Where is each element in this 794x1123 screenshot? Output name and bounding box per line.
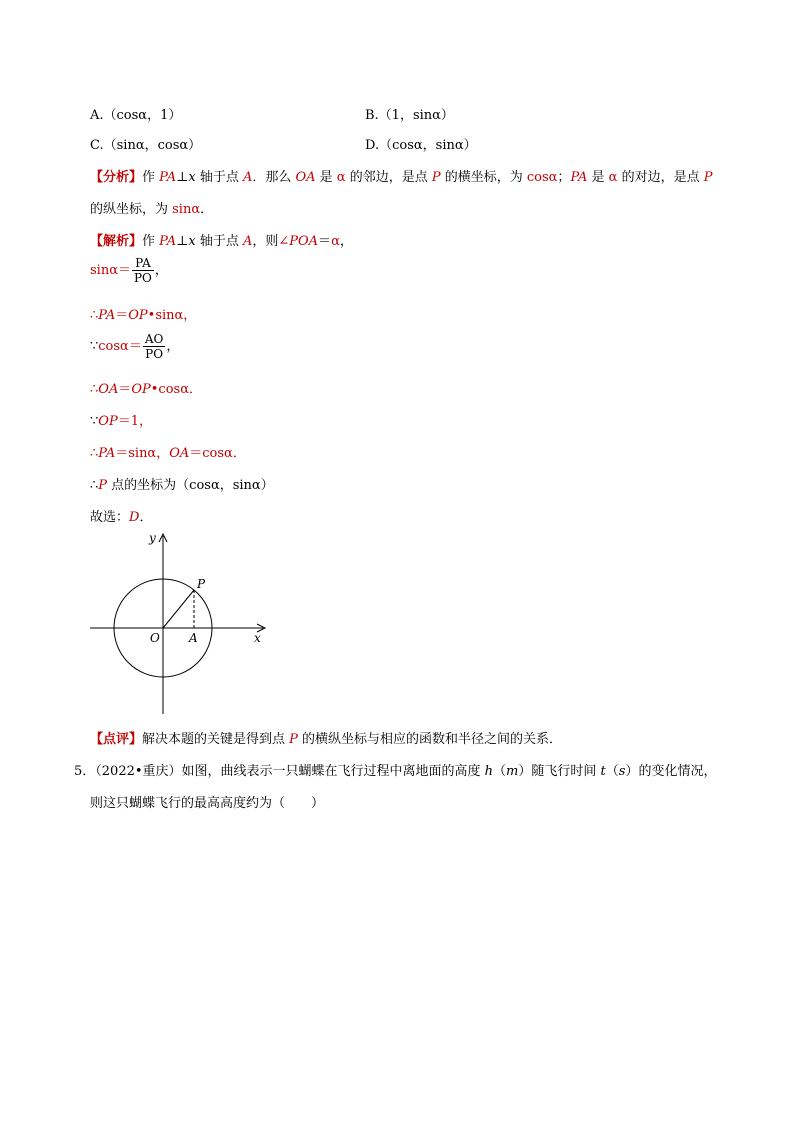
solution-line-8: ∴P 点的坐标为（cosα，sinα） [90, 478, 274, 493]
y-axis-label: y [149, 531, 156, 545]
option-d: D.（cosα，sinα） [365, 138, 477, 153]
option-b: B.（1，sinα） [365, 108, 454, 123]
question-5-line-2: 则这只蝴蝶飞行的最高高度约为（ ） [90, 796, 325, 811]
point-a-label: A [189, 631, 198, 645]
origin-label: O [150, 631, 160, 645]
x-axis-label: x [254, 631, 261, 645]
option-a: A.（cosα，1） [90, 108, 182, 123]
question-5-line-1: 5．（2022•重庆）如图，曲线表示一只蝴蝶在飞行过程中离地面的高度 h（m）随飞行时间 t（s）的变化情况， [74, 764, 717, 779]
comment-line: 【点评】解决本题的关键是得到点 P 的横纵坐标与相应的函数和半径之间的关系． [90, 732, 563, 747]
option-c: C.（sinα，cosα） [90, 138, 202, 153]
solution-sin-line: sinα＝ $\frac{PA}{PO}$ ， [90, 256, 168, 285]
point-p-label: P [197, 577, 206, 591]
analysis-line-1: 【分析】作 PA⊥x 轴于点 A．那么 OA 是 α 的邻边，是点 P 的横坐标，为 cosα；PA 是 α 的对边，是点 P [90, 170, 713, 185]
analysis-tag: 【分析】 [90, 170, 143, 185]
radius-op [163, 590, 194, 628]
solution-line-5: ∴OA＝OP•cosα． [90, 382, 202, 397]
comment-tag: 【点评】 [90, 732, 143, 747]
fraction-ao-po: $\frac{AO}{PO}$ [144, 332, 164, 361]
fraction-pa-po: $\frac{PA}{PO}$ [133, 256, 152, 285]
solution-line-9: 故选：D． [90, 510, 153, 525]
solution-line-6: ∵OP＝1， [90, 414, 152, 429]
solution-line-3: ∴PA＝OP•sinα， [90, 308, 197, 323]
solution-tag: 【解析】 [90, 234, 143, 249]
unit-circle-figure [85, 528, 275, 720]
solution-line-7: ∴PA＝sinα，OA＝cosα． [90, 446, 246, 461]
analysis-line-2: 的纵坐标，为 sinα． [90, 202, 214, 217]
solution-cos-line: ∵cosα＝ $\frac{AO}{PO}$ ， [90, 332, 180, 361]
solution-line-1: 【解析】作 PA⊥x 轴于点 A，则∠POA＝α， [90, 234, 353, 249]
